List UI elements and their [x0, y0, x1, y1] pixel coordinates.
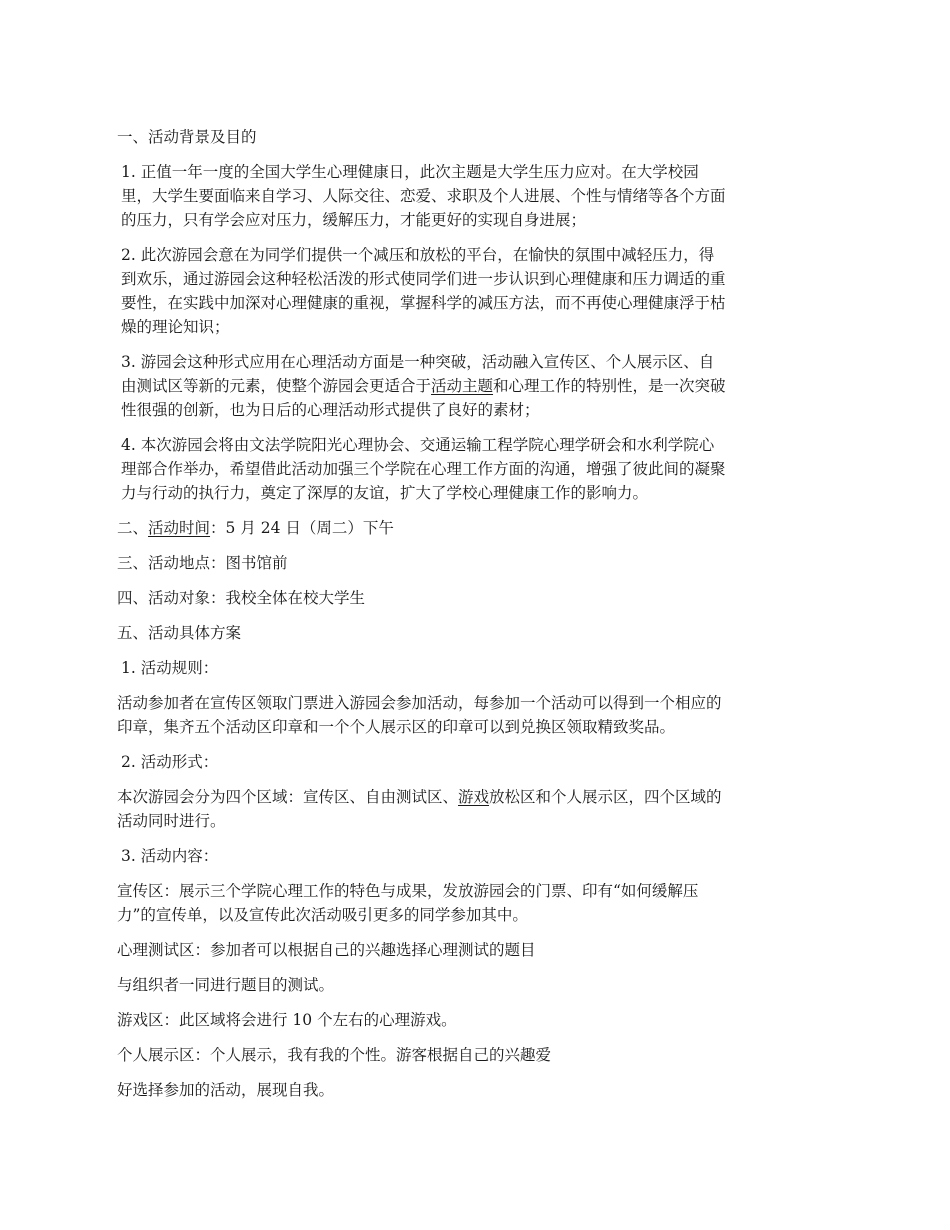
background-para-2: 2. 此次游园会意在为同学们提供一个减压和放松的平台，在愉快的氛围中减轻压力，得 到欢乐，通过游园会这种轻松活泼的形式使同学们进一步认识到心理健康和压力调适的重 要性，在实践中加深对心理健康的重视，掌握科学的减压方法，而不再使心理健康浮于枯 燥的理论知识； [121, 246, 726, 336]
background-para-1: 1. 正值一年一度的全国大学生心理健康日，此次主题是大学生压力应对。在大学校园 里，大学生要面临来自学习、人际交往、恋爱、求职及个人进展、个性与情绪等各个方面 的压力，只有学会应对压力，缓解压力，才能更好的实现自身进展； [121, 163, 726, 229]
show-zone-text-2: 好选择参加的活动，展现自我。 [117, 1081, 335, 1099]
form-text: 本次游园会分为四个区域：宣传区、自由测试区、游戏放松区和个人展示区，四个区域的 活动同时进行。 [117, 788, 722, 830]
test-zone-text-1: 心理测试区：参加者可以根据自己的兴趣选择心理测试的题目 [117, 941, 536, 959]
activity-time-link[interactable]: 活动时间 [148, 519, 211, 537]
form-title: 2. 活动形式： [121, 753, 219, 771]
activity-audience: 四、活动对象：我校全体在校大学生 [117, 589, 366, 607]
content-title: 3. 活动内容： [121, 847, 219, 865]
test-zone-text-2: 与组织者一同进行题目的测试。 [117, 976, 335, 994]
show-zone-text-1: 个人展示区：个人展示，我有我的个性。游客根据自己的兴趣爱 [117, 1046, 552, 1064]
activity-theme-link[interactable]: 活动主题 [431, 377, 494, 395]
section5-heading: 五、活动具体方案 [117, 624, 242, 642]
activity-time: 二、活动时间：5 月 24 日（周二）下午 [117, 519, 394, 537]
game-zone-text: 游戏区：此区域将会进行 10 个左右的心理游戏。 [117, 1011, 457, 1029]
background-para-4: 4. 本次游园会将由文法学院阳光心理协会、交通运输工程学院心理学研会和水利学院心 理部合作举办，希望借此活动加强三个学院在心理工作方面的沟通，增强了彼此间的凝聚 力与行动的执行力，奠定了深厚的友谊，扩大了学校心理健康工作的影响力。 [121, 436, 726, 502]
game-link[interactable]: 游戏 [458, 788, 490, 806]
rules-title: 1. 活动规则： [121, 659, 219, 677]
background-para-3: 3. 游园会这种形式应用在心理活动方面是一种突破，活动融入宣传区、个人展示区、自 由测试区等新的元素，使整个游园会更适合于活动主题和心理工作的特别性，是一次突破 性很强的创新，也为日后的心理活动形式提供了良好的素材； [121, 353, 726, 419]
rules-text: 活动参加者在宣传区领取门票进入游园会参加活动，每参加一个活动可以得到一个相应的 印章，集齐五个活动区印章和一个个人展示区的印章可以到兑换区领取精致奖品。 [117, 694, 722, 736]
activity-location: 三、活动地点：图书馆前 [117, 554, 288, 572]
document-body [117, 125, 842, 1102]
promo-zone-text: 宣传区：展示三个学院心理工作的特色与成果，发放游园会的门票、印有“如何缓解压 力”的宣传单，以及宣传此次活动吸引更多的同学参加其中。 [117, 882, 699, 924]
section1-heading: 一、活动背景及目的 [117, 128, 257, 146]
